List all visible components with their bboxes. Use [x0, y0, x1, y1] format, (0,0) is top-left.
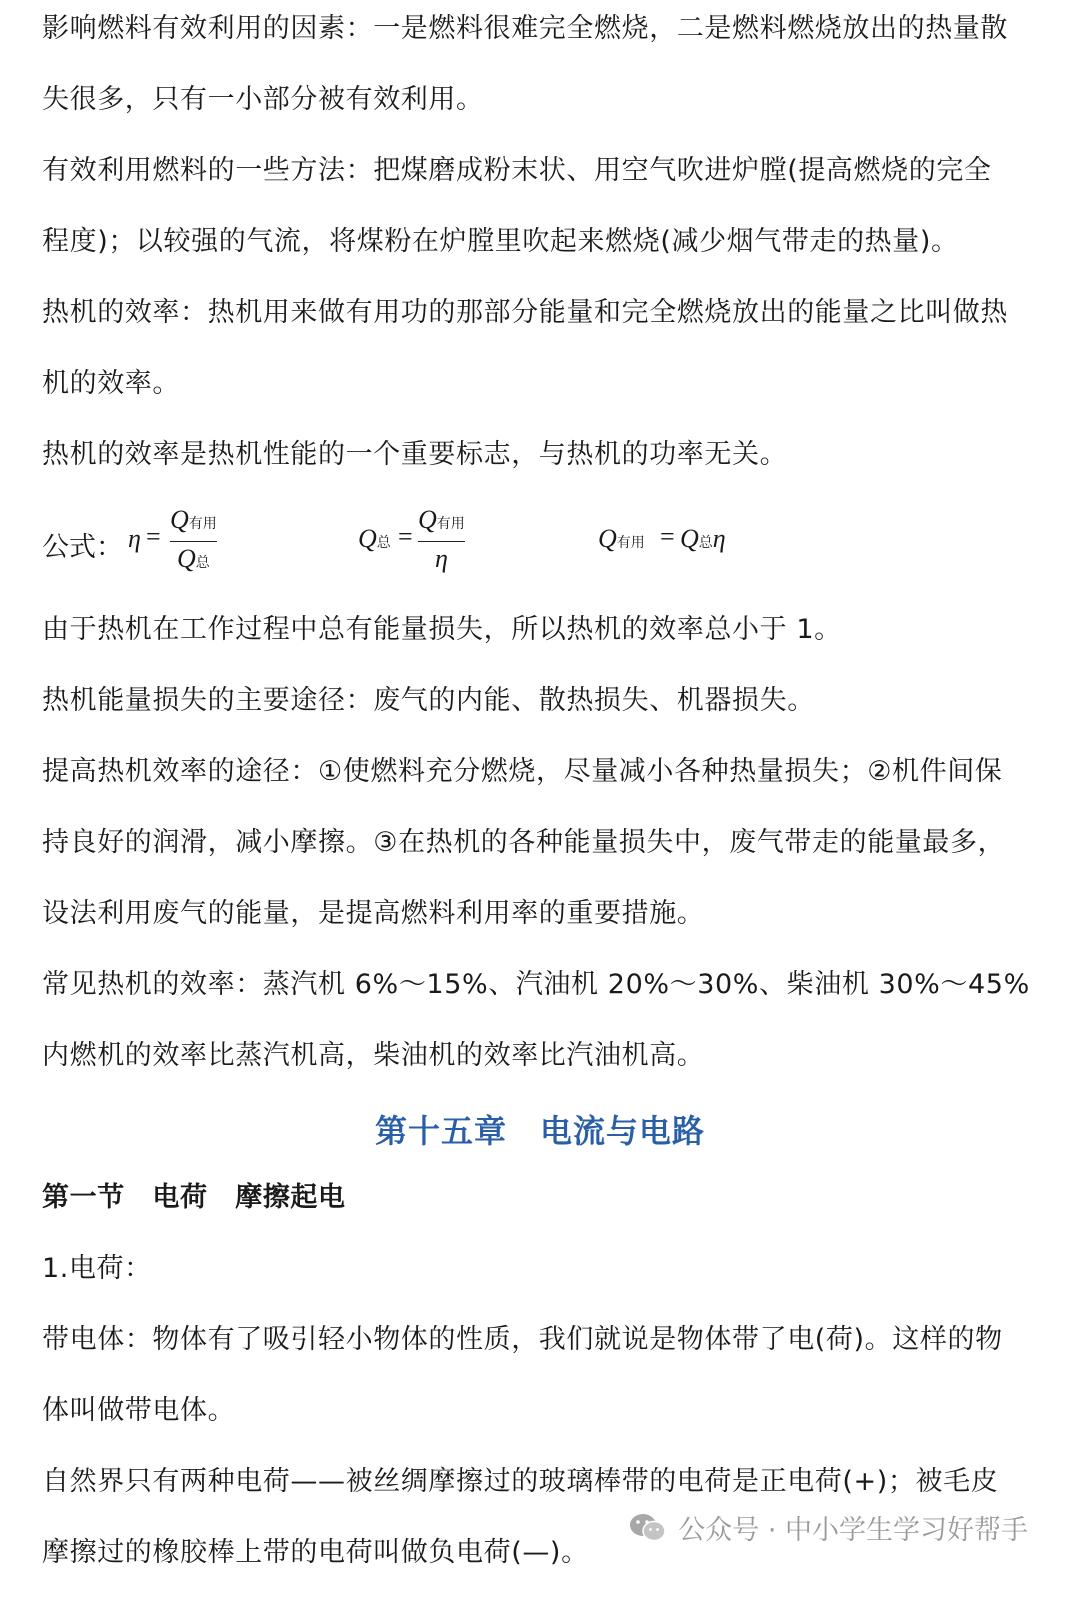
text-line: 持良好的润滑，减小摩擦。③在热机的各种能量损失中，废气带走的能量最多，: [42, 827, 1006, 858]
text-line: 程度)；以较强的气流，将煤粉在炉膛里吹起来燃烧(减少烟气带走的热量)。: [42, 226, 959, 257]
section-title: 第一节 电荷 摩擦起电: [42, 1182, 346, 1213]
q-total-eta: Q总η: [680, 524, 726, 553]
eta-symbol: η: [128, 524, 141, 553]
formula-label: 公式：: [42, 532, 123, 563]
text-line: 失很多，只有一小部分被有效利用。: [42, 84, 484, 115]
equals-sign: =: [660, 522, 675, 551]
text-line: 机的效率。: [42, 368, 180, 399]
denominator: η: [434, 544, 448, 573]
text-line: 内燃机的效率比蒸汽机高，柴油机的效率比汽油机高。: [42, 1040, 705, 1071]
text-line: 带电体：物体有了吸引轻小物体的性质，我们就说是物体带了电(荷)。这样的物: [42, 1324, 1003, 1355]
q-useful: Q有用: [598, 524, 645, 553]
text-line: 摩擦过的橡胶棒上带的电荷叫做负电荷(—)。: [42, 1537, 589, 1568]
numerator: Q有用: [418, 505, 465, 534]
denominator: Q总: [177, 544, 210, 573]
numerator: Q有用: [170, 505, 217, 534]
equals-sign: =: [398, 522, 413, 551]
equals-sign: =: [146, 522, 161, 551]
text-line: 提高热机效率的途径：①使燃料充分燃烧，尽量减小各种热量损失；②机件间保: [42, 756, 1003, 787]
text-line: 设法利用废气的能量，是提高燃料利用率的重要措施。: [42, 898, 705, 929]
q-total: Q总: [358, 524, 391, 553]
text-line: 1.电荷：: [42, 1253, 152, 1284]
formula-row: [42, 505, 942, 585]
text-line: 热机的效率：热机用来做有用功的那部分能量和完全燃烧放出的能量之比叫做热: [42, 297, 1008, 328]
fraction-bar: [170, 541, 217, 542]
total-energy-fraction: [418, 505, 465, 574]
text-line: 热机能量损失的主要途径：废气的内能、散热损失、机器损失。: [42, 685, 815, 716]
text-line: 自然界只有两种电荷——被丝绸摩擦过的玻璃棒带的电荷是正电荷(+)；被毛皮: [42, 1466, 999, 1497]
text-line: 影响燃料有效利用的因素：一是燃料很难完全燃烧，二是燃料燃烧放出的热量散: [42, 13, 1008, 44]
efficiency-fraction: [170, 505, 217, 578]
text-line: 常见热机的效率：蒸汽机 6%～15%、汽油机 20%～30%、柴油机 30%～45%: [42, 969, 1030, 1000]
text-line: 有效利用燃料的一些方法：把煤磨成粉末状、用空气吹进炉膛(提高燃烧的完全: [42, 155, 992, 186]
watermark-text: 公众号 · 中小学生学习好帮手: [678, 1515, 1028, 1546]
text-line: 由于热机在工作过程中总有能量损失，所以热机的效率总小于 1。: [42, 614, 842, 645]
text-line: 体叫做带电体。: [42, 1395, 236, 1426]
text-line: 热机的效率是热机性能的一个重要标志，与热机的功率无关。: [42, 439, 788, 470]
watermark: [628, 1508, 1028, 1547]
chapter-title: 第十五章 电流与电路: [374, 1112, 705, 1150]
wechat-icon: [628, 1511, 668, 1545]
fraction-bar: [418, 541, 465, 542]
